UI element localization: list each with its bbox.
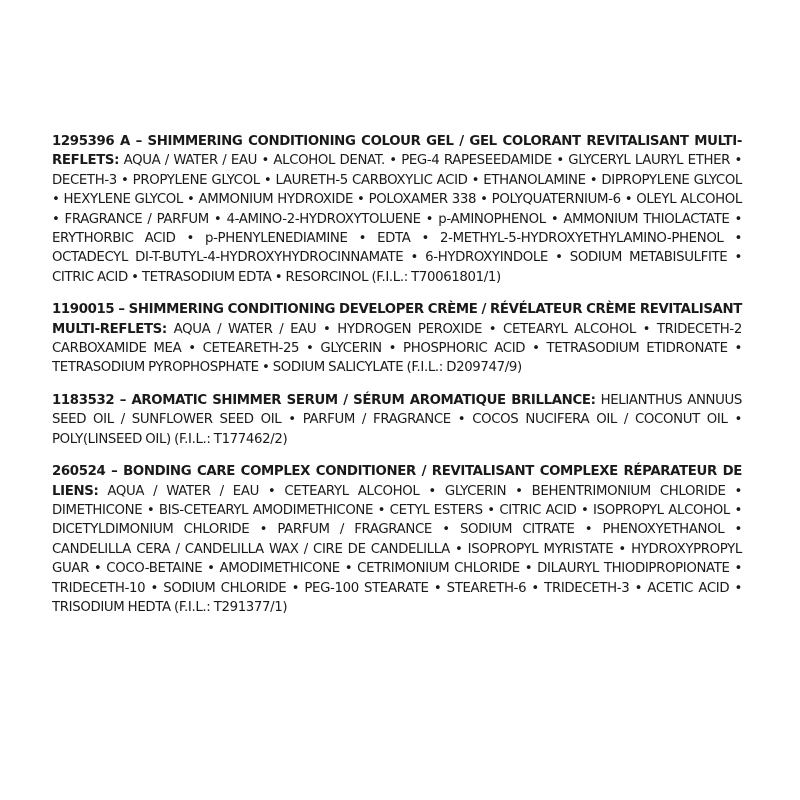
section-ingredients: AQUA / WATER / EAU • HYDROGEN PEROXIDE • CETEARYL ALCOHOL • TRIDECETH-2 CARBOXAMIDE MEA • CETEARETH-25 • GLYCERIN • PHOSPHORIC ACID • TETRASODIUM ETIDRONATE • TETRASODIUM PYROPHOSPHATE • SODIUM SALICYLATE (F.I.L.: D209747/9)	[52, 321, 742, 376]
ingredient-section-conditioner	[52, 462, 742, 617]
section-heading: 1295396 A – SHIMMERING CONDITIONING COLOUR GEL / GEL COLORANT REVITALISANT MULTI-REFLETS:	[52, 134, 742, 169]
section-heading: 1183532 – AROMATIC SHIMMER SERUM / SÉRUM AROMATIQUE BRILLANCE:	[52, 392, 596, 408]
section-ingredients: AQUA / WATER / EAU • CETEARYL ALCOHOL • GLYCERIN • BEHENTRIMONIUM CHLORIDE • DIMETHICONE • BIS-CETEARYL AMODIMETHICONE • CETYL ESTERS • CITRIC ACID • ISOPROPYL ALCOHOL • DICETYLDIMONIUM CHLORIDE • PARFUM / FRAGRANCE • SODIUM CITRATE • PHENOXYETHANOL • CANDELILLA CERA / CANDELILLA WAX / CIRE DE CANDELILLA • ISOPROPYL MYRISTATE • HYDROXYPROPYL GUAR • COCO-BETAINE • AMODIMETHICONE • CETRIMONIUM CHLORIDE • DILAURYL THIODIPROPIONATE • TRIDECETH-10 • SODIUM CHLORIDE • PEG-100 STEARATE • STEARETH-6 • TRIDECETH-3 • ACETIC ACID • TRISODIUM HEDTA (F.I.L.: T291377/1)	[52, 483, 742, 615]
section-heading: 260524 – BONDING CARE COMPLEX CONDITIONER / REVITALISANT COMPLEXE RÉPARATEUR DE LIENS:	[52, 464, 742, 499]
ingredient-section-shimmer-serum	[52, 391, 742, 449]
ingredient-list	[52, 132, 742, 630]
ingredient-section-developer-creme	[52, 300, 742, 378]
ingredient-section-colour-gel	[52, 132, 742, 287]
section-heading: 1190015 – SHIMMERING CONDITIONING DEVELOPER CRÈME / RÉVÉLATEUR CRÈME REVITALISANT MULTI-REFLETS:	[52, 302, 742, 337]
section-ingredients: HELIANTHUS ANNUUS SEED OIL / SUNFLOWER SEED OIL • PARFUM / FRAGRANCE • COCOS NUCIFERA OIL / COCONUT OIL • POLY(LINSEED OIL) (F.I.L.: T177462/2)	[52, 392, 742, 447]
section-ingredients: AQUA / WATER / EAU • ALCOHOL DENAT. • PEG-4 RAPESEEDAMIDE • GLYCERYL LAURYL ETHER • DECETH-3 • PROPYLENE GLYCOL • LAURETH-5 CARBOXYLIC ACID • ETHANOLAMINE • DIPROPYLENE GLYCOL • HEXYLENE GLYCOL • AMMONIUM HYDROXIDE • POLOXAMER 338 • POLYQUATERNIUM-6 • OLEYL ALCOHOL • FRAGRANCE / PARFUM • 4-AMINO-2-HYDROXYTOLUENE • p-AMINOPHENOL • AMMONIUM THIOLACTATE • ERYTHORBIC ACID • p-PHENYLENEDIAMINE • EDTA • 2-METHYL-5-HYDROXYETHYLAMINO-PHENOL • OCTADECYL DI-T-BUTYL-4-HYDROXYHYDROCINNAMATE • 6-HYDROXYINDOLE • SODIUM METABISULFITE • CITRIC ACID • TETRASODIUM EDTA • RESORCINOL (F.I.L.: T70061801/1)	[52, 153, 742, 285]
